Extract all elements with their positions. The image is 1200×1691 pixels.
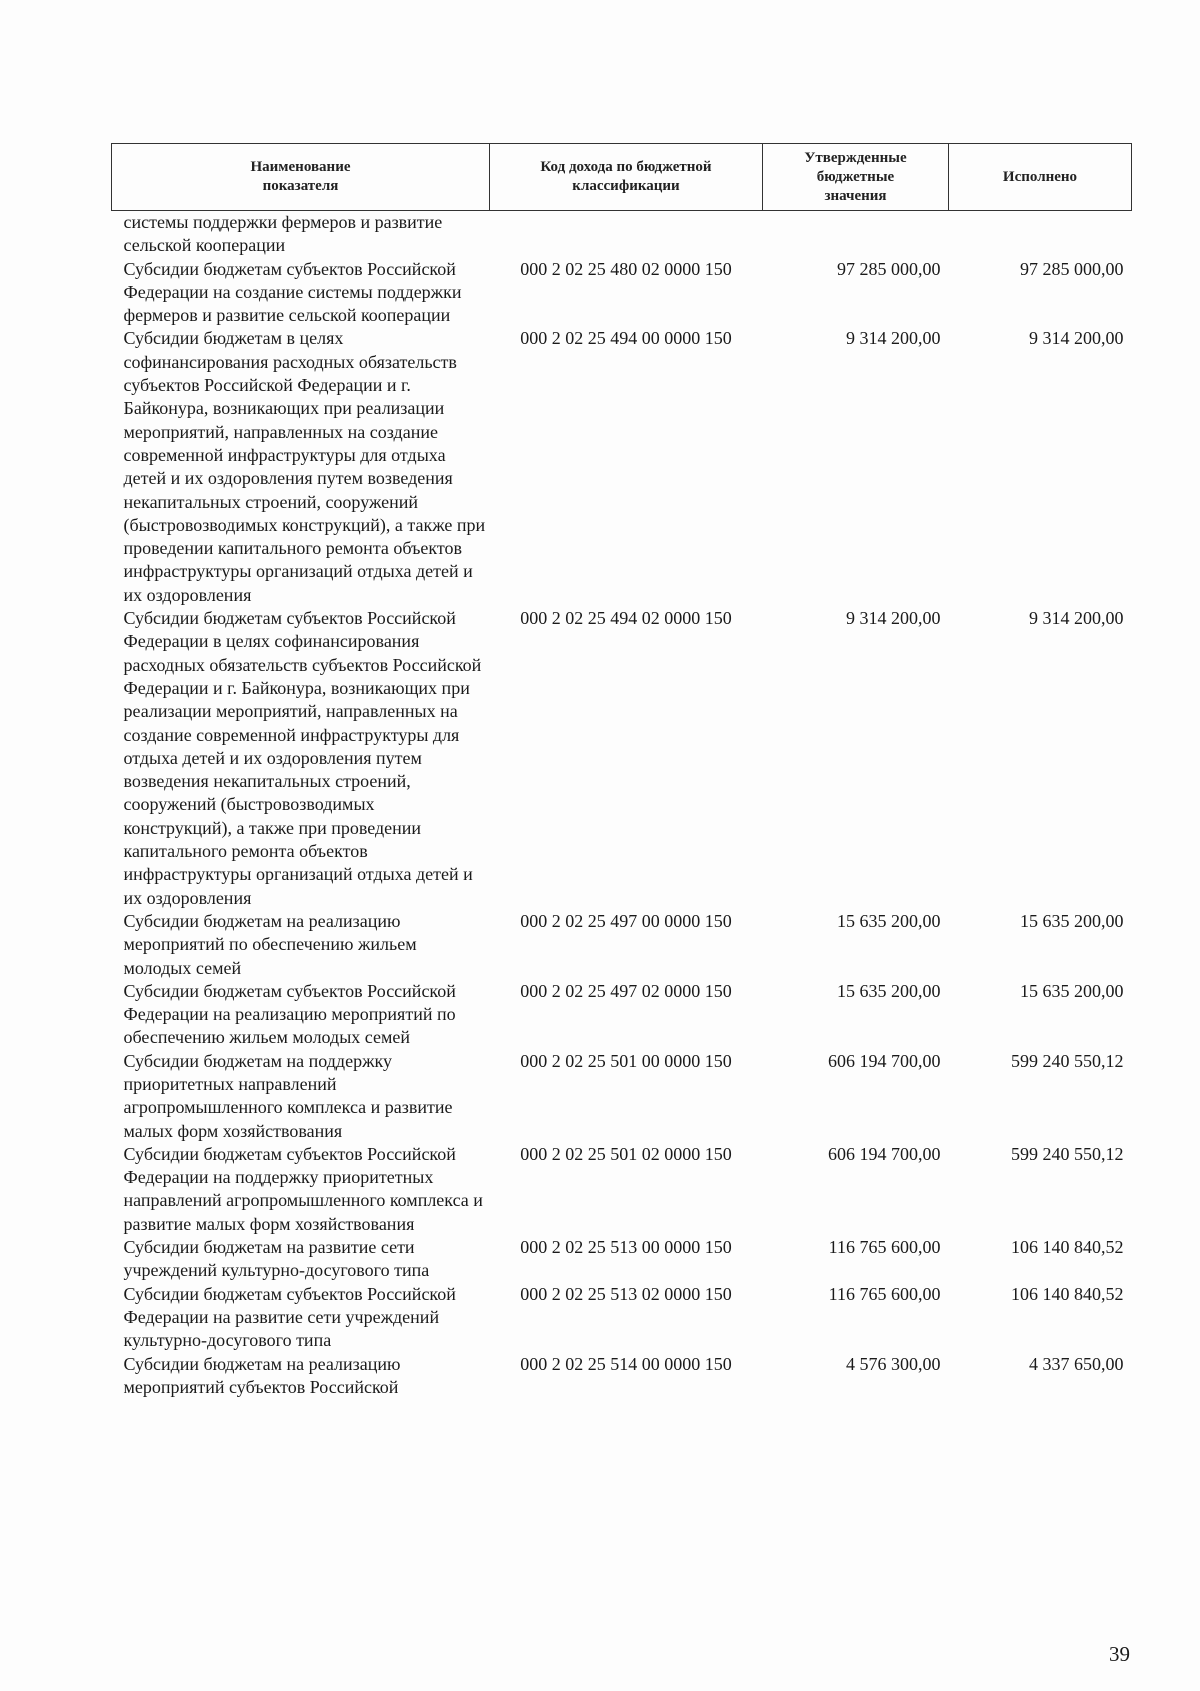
table-body xyxy=(112,211,1132,1400)
row-code-cell: 000 2 02 25 497 00 0000 150 xyxy=(520,910,732,931)
table-row xyxy=(112,980,1132,1050)
row-code-cell: 000 2 02 25 494 00 0000 150 xyxy=(520,328,732,349)
row-name-cell: Субсидии бюджетам субъектов Российской Федерации на реализацию мероприятий по обеспечению жильем молодых семей xyxy=(123,980,456,1048)
row-approved-cell: 4 576 300,00 xyxy=(846,1353,941,1374)
row-name-cell: Субсидии бюджетам на реализацию мероприятий по обеспечению жильем молодых семей xyxy=(123,910,417,978)
header-code: Код дохода по бюджетной классификации xyxy=(490,144,763,211)
row-name-cell: Субсидии бюджетам на развитие сети учреждений культурно-досугового типа xyxy=(123,1237,430,1281)
budget-table xyxy=(111,143,1132,1399)
row-executed-cell: 599 240 550,12 xyxy=(1011,1143,1124,1164)
row-approved-cell: 97 285 000,00 xyxy=(837,258,941,279)
row-approved-cell: 15 635 200,00 xyxy=(837,910,941,931)
row-name-cell: Субсидии бюджетам на поддержку приоритетных направлений агропромышленного комплекса и развитие малых форм хозяйствования xyxy=(123,1050,453,1141)
table-header xyxy=(112,144,1132,211)
row-executed-cell: 15 635 200,00 xyxy=(1020,910,1124,931)
row-executed-cell: 599 240 550,12 xyxy=(1011,1050,1124,1071)
row-executed-cell: 15 635 200,00 xyxy=(1020,980,1124,1001)
row-name-cell: Субсидии бюджетам в целях софинансирования расходных обязательств субъектов Российской Федерации и г. Байконура, возникающих при реализации мероприятий, направленных на создание современной инфраструктуры для отдыха детей и их оздоровления путем возведения некапитальных строений, сооружений (быстровозводимых конструкций), а также при проведении капитального ремонта объектов инфраструктуры организаций отдыха детей и их оздоровления xyxy=(123,328,486,605)
table-row xyxy=(112,910,1132,980)
row-approved-cell: 606 194 700,00 xyxy=(828,1143,941,1164)
row-approved-cell: 9 314 200,00 xyxy=(846,328,941,349)
row-approved-cell: 606 194 700,00 xyxy=(828,1050,941,1071)
table-row xyxy=(112,607,1132,910)
header-approved: Утвержденные бюджетные значения xyxy=(763,144,949,211)
row-code-cell xyxy=(490,211,763,258)
table-row xyxy=(112,211,1132,258)
row-name-cell: Субсидии бюджетам субъектов Российской Федерации на поддержку приоритетных направлений агропромышленного комплекса и развитие малых форм хозяйствования xyxy=(123,1143,483,1234)
row-name-cell: Субсидии бюджетам субъектов Российской Федерации в целях софинансирования расходных обязательств субъектов Российской Федерации и г. Байконура, возникающих при реализации мероприятий, направленных на создание современной инфраструктуры для отдыха детей и их оздоровления путем возведения некапитальных строений, сооружений (быстровозводимых конструкций), а также при проведении капитального ремонта объектов инфраструктуры организаций отдыха детей и их оздоровления xyxy=(123,608,482,908)
row-name-cell: Субсидии бюджетам субъектов Российской Федерации на создание системы поддержки фермеров и развитие сельской кооперации xyxy=(123,258,462,326)
page-number: 39 xyxy=(1109,1642,1130,1666)
header-name: Наименование показателя xyxy=(112,144,490,211)
table-row xyxy=(112,1353,1132,1400)
row-code-cell: 000 2 02 25 480 02 0000 150 xyxy=(520,258,732,279)
row-code-cell: 000 2 02 25 514 00 0000 150 xyxy=(520,1353,732,1374)
table-row xyxy=(112,327,1132,607)
row-code-cell: 000 2 02 25 497 02 0000 150 xyxy=(520,980,732,1001)
row-approved-cell: 116 765 600,00 xyxy=(828,1237,941,1258)
row-executed-cell: 106 140 840,52 xyxy=(1011,1237,1124,1258)
row-executed-cell xyxy=(949,211,1132,258)
table-row xyxy=(112,258,1132,328)
row-approved-cell xyxy=(763,211,949,258)
table-row xyxy=(112,1143,1132,1236)
table-row xyxy=(112,1236,1132,1283)
row-approved-cell: 15 635 200,00 xyxy=(837,980,941,1001)
row-code-cell: 000 2 02 25 513 00 0000 150 xyxy=(520,1237,732,1258)
row-approved-cell: 9 314 200,00 xyxy=(846,608,941,629)
row-code-cell: 000 2 02 25 513 02 0000 150 xyxy=(520,1283,732,1304)
row-name-cell: системы поддержки фермеров и развитие сельской кооперации xyxy=(123,212,443,256)
row-code-cell: 000 2 02 25 501 00 0000 150 xyxy=(520,1050,732,1071)
row-name-cell: Субсидии бюджетам субъектов Российской Федерации на развитие сети учреждений культурно-досугового типа xyxy=(123,1283,456,1351)
table-row xyxy=(112,1283,1132,1353)
row-executed-cell: 106 140 840,52 xyxy=(1011,1283,1124,1304)
row-executed-cell: 9 314 200,00 xyxy=(1029,328,1124,349)
header-executed: Исполнено xyxy=(949,144,1132,211)
row-code-cell: 000 2 02 25 501 02 0000 150 xyxy=(520,1143,732,1164)
table-row xyxy=(112,1050,1132,1143)
row-code-cell: 000 2 02 25 494 02 0000 150 xyxy=(520,608,732,629)
row-executed-cell: 9 314 200,00 xyxy=(1029,608,1124,629)
row-executed-cell: 4 337 650,00 xyxy=(1029,1353,1124,1374)
row-executed-cell: 97 285 000,00 xyxy=(1020,258,1124,279)
row-approved-cell: 116 765 600,00 xyxy=(828,1283,941,1304)
row-name-cell: Субсидии бюджетам на реализацию мероприятий субъектов Российской xyxy=(123,1353,401,1397)
